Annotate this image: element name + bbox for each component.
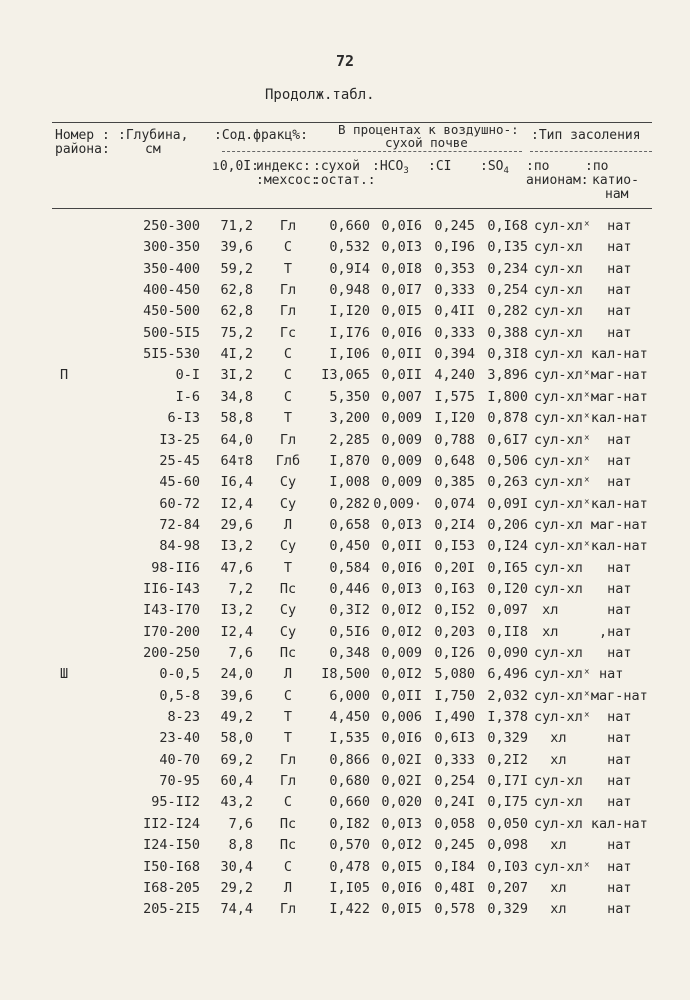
cell-hco3: 0,009 [381, 431, 422, 448]
cell-cl: I,490 [434, 709, 475, 726]
cell-index: Су [279, 538, 297, 555]
cell-depth: 72-84 [159, 516, 200, 533]
header-hco3 [372, 160, 409, 178]
cell-cl: I,575 [434, 388, 475, 405]
cell-so4: 0,282 [487, 303, 528, 320]
cell-hco3: 0,0I6 [381, 730, 422, 747]
cell-dry: 0,9I4 [329, 260, 370, 277]
cell-hco3: 0,006 [381, 709, 422, 726]
cell-cl: 0,385 [434, 474, 475, 491]
cell-so4: 0,6I7 [487, 431, 528, 448]
cell-frac: 7,6 [228, 815, 253, 832]
cell-type: сул-хл нат [534, 559, 632, 576]
cell-so4: 0,3I8 [487, 346, 528, 363]
cell-frac: 3I,2 [220, 367, 253, 384]
cell-depth: I43-I70 [143, 602, 200, 619]
cell-depth: 25-45 [159, 452, 200, 469]
cell-depth: 0-I [175, 367, 200, 384]
cell-hco3: 0,0II [381, 538, 422, 555]
cell-hco3: 0,009 [381, 452, 422, 469]
cell-region: П [60, 367, 69, 384]
cell-dry: I3,065 [321, 367, 370, 384]
cell-depth: 400-450 [143, 282, 200, 299]
cell-frac: 69,2 [220, 751, 253, 768]
cell-frac: 58,0 [220, 730, 253, 747]
cell-depth: 95-II2 [151, 794, 200, 811]
cell-index: Гл [279, 282, 297, 299]
cell-frac: 58,8 [220, 410, 253, 427]
cell-dry: 0,3I2 [329, 602, 370, 619]
cell-depth: 0-0,5 [159, 666, 200, 683]
header-region-line2: района: [55, 142, 110, 157]
cell-so4: 0,090 [487, 645, 528, 661]
header-so4-subscript: 4 [503, 166, 509, 176]
cell-depth: I24-I50 [143, 837, 200, 854]
cell-depth: 60-72 [159, 495, 200, 512]
cell-cl: 0,333 [434, 282, 475, 299]
cell-dry: 3,200 [329, 410, 370, 427]
cell-frac: 29,2 [220, 879, 253, 896]
cell-cl: 0,48I [434, 879, 475, 896]
cell-cl: 0,333 [434, 324, 475, 341]
cell-hco3: 0,0I2 [381, 837, 422, 854]
cell-so4: 0,I68 [487, 218, 528, 234]
cell-frac: 64т8 [220, 452, 253, 469]
cell-index: Гл [279, 218, 297, 234]
cell-dry: I,I20 [329, 303, 370, 320]
cell-index: Гл [279, 773, 297, 790]
cell-frac: 4I,2 [220, 346, 253, 363]
cell-frac: I3,2 [220, 538, 253, 555]
cell-index: С [283, 367, 293, 384]
cell-index: Су [279, 602, 297, 619]
cell-so4: 0,I03 [487, 858, 528, 875]
cell-type: сул-хлˣ нат [534, 858, 632, 875]
cell-hco3: 0,0I6 [381, 324, 422, 341]
cell-hco3: 0,0I6 [381, 218, 422, 234]
header-index-line2: :мехсос: [256, 173, 319, 188]
cell-so4: 0,I24 [487, 538, 528, 555]
cell-dry: 5,350 [329, 388, 370, 405]
cell-cl: I,I20 [434, 410, 475, 427]
cell-depth: I50-I68 [143, 858, 200, 875]
cell-depth: 40-70 [159, 751, 200, 768]
cell-cl: 0,I53 [434, 538, 475, 555]
cell-depth: 23-40 [159, 730, 200, 747]
cell-dry: 0,948 [329, 282, 370, 299]
cell-hco3: 0,0I5 [381, 303, 422, 320]
cell-cl: 0,254 [434, 773, 475, 790]
cell-depth: I68-205 [143, 879, 200, 896]
cell-so4: 0,098 [487, 837, 528, 854]
cell-hco3: 0,0I5 [381, 901, 422, 918]
cell-index: Гс [279, 324, 297, 341]
cell-so4: 0,I7I [487, 773, 528, 790]
cell-dry: 0,660 [329, 218, 370, 234]
cell-depth: 0,5-8 [159, 687, 200, 704]
cell-frac: 34,8 [220, 388, 253, 405]
cell-so4: 0,878 [487, 410, 528, 427]
cell-frac: 29,6 [220, 516, 253, 533]
cell-type: сул-хл нат [534, 645, 632, 661]
cell-so4: I,800 [487, 388, 528, 405]
cell-index: Т [283, 260, 293, 277]
cell-index: С [283, 858, 293, 875]
cell-so4: 0,I35 [487, 239, 528, 256]
cell-type: хл нат [534, 751, 632, 768]
header-subrule-right [530, 151, 652, 152]
header-region-line1: Номер : [55, 128, 110, 143]
header-index-line1: индекс: [256, 159, 311, 174]
cell-cl: 0,058 [434, 815, 475, 832]
cell-cl: 0,245 [434, 837, 475, 854]
cell-hco3: 0,009· [373, 495, 422, 512]
cell-index: Су [279, 474, 297, 491]
header-depth-line2: см [145, 142, 161, 157]
cell-so4: 0,234 [487, 260, 528, 277]
cell-type: сул-хлˣ нат [534, 452, 632, 469]
cell-hco3: 0,0I3 [381, 580, 422, 597]
cell-index: Т [283, 559, 293, 576]
cell-index: Гл [279, 303, 297, 320]
cell-depth: 98-II6 [151, 559, 200, 576]
cell-type: сул-хл нат [534, 794, 632, 811]
cell-cl: 0,I52 [434, 602, 475, 619]
cell-region: Ш [60, 666, 69, 683]
cell-dry: 0,532 [329, 239, 370, 256]
cell-so4: 3,896 [487, 367, 528, 384]
cell-hco3: 0,0I3 [381, 815, 422, 832]
cell-dry: 0,866 [329, 751, 370, 768]
cell-dry: I8,500 [321, 666, 370, 683]
cell-cl: 0,6I3 [434, 730, 475, 747]
cell-cl: 0,203 [434, 623, 475, 640]
cell-hco3: 0,0I8 [381, 260, 422, 277]
cell-depth: I-6 [175, 388, 200, 405]
cell-type: хл нат [534, 879, 632, 896]
cell-type: сул-хл нат [534, 580, 632, 597]
cell-index: Гл [279, 751, 297, 768]
cell-frac: 43,2 [220, 794, 253, 811]
cell-depth: 500-5I5 [143, 324, 200, 341]
cell-index: Су [279, 495, 297, 512]
cell-index: Пс [279, 580, 297, 597]
cell-type: сул-хл нат [534, 260, 632, 277]
cell-depth: 84-98 [159, 538, 200, 555]
header-percent-line2: сухой почве [385, 135, 468, 150]
header-cl: :CI [428, 159, 452, 174]
cell-type: сул-хл нат [534, 303, 632, 320]
header-cations-line1: :по [585, 159, 609, 174]
cell-frac: 7,2 [228, 580, 253, 597]
cell-hco3: 0,020 [381, 794, 422, 811]
cell-frac: 8,8 [228, 837, 253, 854]
cell-cl: 0,4II [434, 303, 475, 320]
cell-dry: 0,680 [329, 773, 370, 790]
cell-frac: 7,6 [228, 645, 253, 661]
cell-cl: 0,I84 [434, 858, 475, 875]
cell-hco3: 0,009 [381, 410, 422, 427]
cell-so4: 0,II8 [487, 623, 528, 640]
cell-dry: 4,450 [329, 709, 370, 726]
cell-type: сул-хлˣмаг-нат [534, 388, 648, 405]
cell-dry: 0,348 [329, 645, 370, 661]
cell-hco3: 0,0I2 [381, 666, 422, 683]
cell-so4: I,378 [487, 709, 528, 726]
cell-type: сул-хл нат [534, 324, 632, 341]
cell-type: сул-хлˣ нат [534, 431, 632, 448]
cell-depth: 205-2I5 [143, 901, 200, 918]
header-hco3-text: :HCO [372, 159, 404, 174]
cell-so4: 0,2I2 [487, 751, 528, 768]
cell-type: хл нат [534, 730, 632, 747]
cell-so4: 0,506 [487, 452, 528, 469]
cell-depth: 5I5-530 [143, 346, 200, 363]
header-so4 [480, 160, 509, 178]
cell-so4: 0,207 [487, 879, 528, 896]
cell-dry: 0,282 [329, 495, 370, 512]
cell-frac: 49,2 [220, 709, 253, 726]
cell-hco3: 0,0I3 [381, 516, 422, 533]
cell-cl: 4,240 [434, 367, 475, 384]
cell-depth: II6-I43 [143, 580, 200, 597]
cell-index: С [283, 687, 293, 704]
cell-so4: 0,388 [487, 324, 528, 341]
cell-dry: 0,658 [329, 516, 370, 533]
cell-index: Гл [279, 901, 297, 918]
cell-depth: 6-I3 [167, 410, 200, 427]
cell-frac: 75,2 [220, 324, 253, 341]
cell-type: сул-хл кал-нат [534, 346, 648, 363]
cell-so4: 0,206 [487, 516, 528, 533]
cell-index: Пс [279, 815, 297, 832]
page-number: 72 [335, 52, 355, 70]
cell-type: сул-хлˣкал-нат [534, 410, 648, 427]
cell-dry: 0,478 [329, 858, 370, 875]
cell-dry: 0,570 [329, 837, 370, 854]
cell-frac: I2,4 [220, 623, 253, 640]
cell-depth: 200-250 [143, 645, 200, 661]
cell-so4: 0,I75 [487, 794, 528, 811]
cell-index: Гл [279, 431, 297, 448]
cell-dry: I,I06 [329, 346, 370, 363]
cell-type: сул-хл нат [534, 773, 632, 790]
cell-index: Пс [279, 645, 297, 661]
table-header-bottom-rule [52, 208, 652, 209]
cell-hco3: 0,0I5 [381, 858, 422, 875]
cell-hco3: 0,007 [381, 388, 422, 405]
cell-frac: I6,4 [220, 474, 253, 491]
cell-index: С [283, 239, 293, 256]
cell-type: сул-хлˣмаг-нат [534, 687, 648, 704]
cell-type: хл нат [534, 901, 632, 918]
cell-so4: 0,050 [487, 815, 528, 832]
cell-so4: 0,329 [487, 730, 528, 747]
cell-frac: 71,2 [220, 218, 253, 234]
cell-cl: 0,20I [434, 559, 475, 576]
cell-frac: 62,8 [220, 282, 253, 299]
cell-type: сул-хлˣмаг-нат [534, 367, 648, 384]
cell-depth: I70-200 [143, 623, 200, 640]
cell-so4: 6,496 [487, 666, 528, 683]
cell-depth: 70-95 [159, 773, 200, 790]
cell-cl: 0,353 [434, 260, 475, 277]
cell-hco3: 0,0II [381, 346, 422, 363]
cell-frac: 47,6 [220, 559, 253, 576]
cell-cl: 0,I26 [434, 645, 475, 661]
cell-hco3: 0,02I [381, 773, 422, 790]
header-percent-line1: В процентах к воздушно-: [338, 122, 519, 137]
cell-cl: 0,245 [434, 218, 475, 234]
cell-index: Т [283, 709, 293, 726]
cell-index: Л [283, 666, 293, 683]
cell-cl: 5,080 [434, 666, 475, 683]
cell-hco3: 0,0I2 [381, 602, 422, 619]
cell-cl: 0,578 [434, 901, 475, 918]
header-salinity-type: :Тип засоления [531, 128, 641, 143]
cell-index: Т [283, 730, 293, 747]
header-dry-line2: :остат.: [313, 173, 376, 188]
cell-so4: 2,032 [487, 687, 528, 704]
cell-depth: II2-I24 [143, 815, 200, 832]
cell-type: сул-хлˣ нат [534, 218, 632, 234]
cell-type: сул-хлˣкал-нат [534, 495, 648, 512]
cell-index: С [283, 388, 293, 405]
cell-dry: 2,285 [329, 431, 370, 448]
cell-type: хл ,нат [534, 623, 632, 640]
cell-cl: 0,2I4 [434, 516, 475, 533]
cell-frac: 24,0 [220, 666, 253, 683]
cell-hco3: 0,0II [381, 367, 422, 384]
header-cations-line3: нам [605, 187, 629, 202]
cell-frac: 60,4 [220, 773, 253, 790]
cell-index: Глб [275, 452, 301, 469]
header-cations-line2: катио- [592, 173, 639, 188]
cell-type: хл нат [534, 602, 632, 619]
cell-dry: I,422 [329, 901, 370, 918]
cell-hco3: 0,0I6 [381, 559, 422, 576]
cell-frac: 59,2 [220, 260, 253, 277]
header-so4-text: :SO [480, 159, 504, 174]
cell-dry: 6,000 [329, 687, 370, 704]
cell-dry: I,535 [329, 730, 370, 747]
cell-frac: I2,4 [220, 495, 253, 512]
continuation-label: Продолж.табл. [265, 87, 375, 103]
cell-frac: 74,4 [220, 901, 253, 918]
cell-type: сул-хлˣкал-нат [534, 538, 648, 555]
header-depth-line1: :Глубина, [118, 128, 189, 143]
cell-cl: 0,074 [434, 495, 475, 512]
cell-index: Пс [279, 837, 297, 854]
cell-dry: 0,I82 [329, 815, 370, 832]
cell-depth: 300-350 [143, 239, 200, 256]
cell-so4: 0,097 [487, 602, 528, 619]
cell-so4: 0,254 [487, 282, 528, 299]
cell-cl: I,750 [434, 687, 475, 704]
cell-type: сул-хл нат [534, 239, 632, 256]
cell-depth: 250-300 [143, 218, 200, 234]
cell-hco3: 0,0I6 [381, 879, 422, 896]
cell-index: С [283, 794, 293, 811]
cell-cl: 0,394 [434, 346, 475, 363]
cell-cl: 0,I63 [434, 580, 475, 597]
cell-type: хл нат [534, 837, 632, 854]
cell-dry: I,I76 [329, 324, 370, 341]
cell-depth: 45-60 [159, 474, 200, 491]
header-fraction: :Сод.фракц%: [214, 128, 308, 143]
cell-hco3: 0,009 [381, 645, 422, 661]
header-anions-line2: анионам: [526, 173, 589, 188]
cell-so4: 0,329 [487, 901, 528, 918]
cell-hco3: 0,0I3 [381, 239, 422, 256]
cell-dry: 0,446 [329, 580, 370, 597]
cell-dry: I,008 [329, 474, 370, 491]
cell-index: С [283, 346, 293, 363]
cell-cl: 0,24I [434, 794, 475, 811]
cell-hco3: 0,0I7 [381, 282, 422, 299]
cell-depth: 450-500 [143, 303, 200, 320]
cell-hco3: 0,0I2 [381, 623, 422, 640]
cell-hco3: 0,02I [381, 751, 422, 768]
cell-so4: 0,263 [487, 474, 528, 491]
cell-depth: 350-400 [143, 260, 200, 277]
cell-dry: 0,584 [329, 559, 370, 576]
cell-depth: I3-25 [159, 431, 200, 448]
cell-so4: 0,I20 [487, 580, 528, 597]
cell-frac: 64,0 [220, 431, 253, 448]
cell-type: сул-хлˣ нат [534, 709, 632, 726]
cell-frac: 30,4 [220, 858, 253, 875]
cell-cl: 0,788 [434, 431, 475, 448]
cell-type: сул-хл нат [534, 282, 632, 299]
cell-frac: 62,8 [220, 303, 253, 320]
cell-index: Су [279, 623, 297, 640]
cell-type: сул-хл маг-нат [534, 516, 648, 533]
cell-frac: 39,6 [220, 239, 253, 256]
cell-hco3: 0,009 [381, 474, 422, 491]
cell-frac: I3,2 [220, 602, 253, 619]
cell-so4: 0,09I [487, 495, 528, 512]
cell-dry: I,I05 [329, 879, 370, 896]
cell-cl: 0,I96 [434, 239, 475, 256]
cell-type: сул-хлˣ нат [534, 474, 632, 491]
cell-frac: 39,6 [220, 687, 253, 704]
cell-so4: 0,I65 [487, 559, 528, 576]
cell-dry: I,870 [329, 452, 370, 469]
cell-index: Т [283, 410, 293, 427]
cell-cl: 0,333 [434, 751, 475, 768]
cell-dry: 0,5I6 [329, 623, 370, 640]
header-fraction-sub: ı0,0I: [212, 159, 259, 174]
cell-cl: 0,648 [434, 452, 475, 469]
header-anions-line1: :по [526, 159, 550, 174]
header-hco3-subscript: 3 [403, 166, 409, 176]
cell-type: сул-хлˣ нат [534, 666, 624, 683]
cell-hco3: 0,0II [381, 687, 422, 704]
cell-dry: 0,450 [329, 538, 370, 555]
cell-dry: 0,660 [329, 794, 370, 811]
header-subrule [222, 151, 522, 152]
cell-type: сул-хл кал-нат [534, 815, 648, 832]
cell-depth: 8-23 [167, 709, 200, 726]
header-dry-line1: :сухой [313, 159, 360, 174]
cell-index: Л [283, 516, 293, 533]
cell-index: Л [283, 879, 293, 896]
